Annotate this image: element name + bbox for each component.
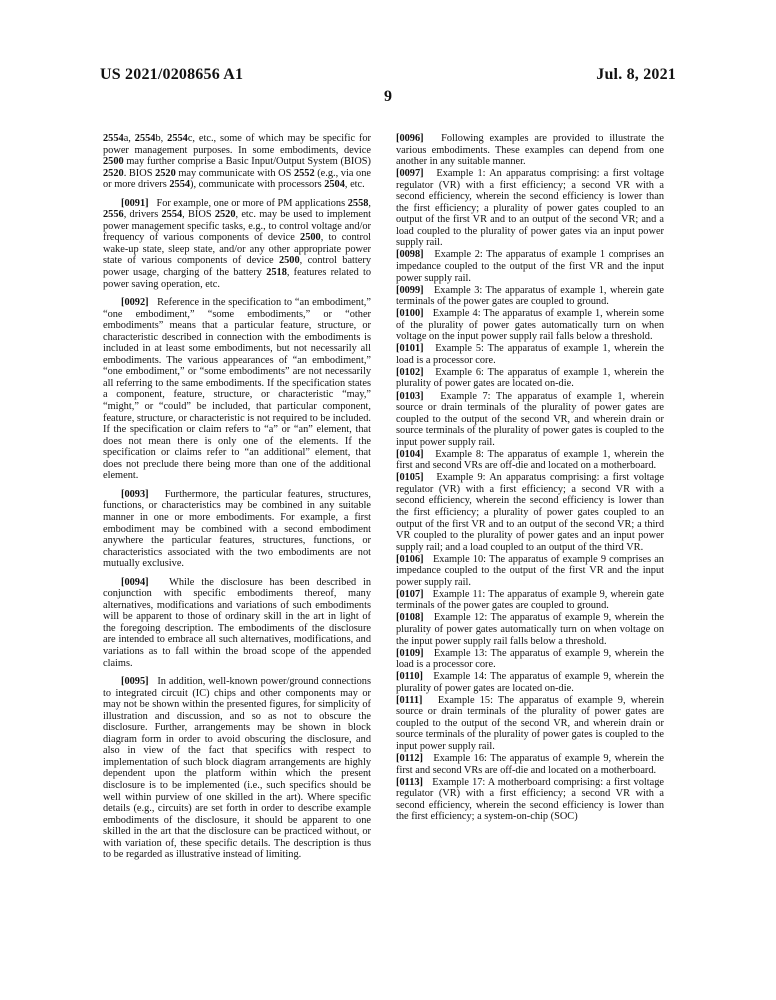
paragraph — [396, 249, 664, 284]
paragraph-number: [0093] — [121, 488, 149, 500]
paragraph-text: For example, one or more of PM applications 2558, 2556, drivers 2554, BIOS 2520, etc. may be used to implement power management specific tasks, e.g., to control voltage and/or frequency of various components of device 2500, to control wake-up state, sleep state, and/or any other appropriate power state of various components of device 2500, control battery power usage, charging of the battery 2518, features related to power saving operation, etc. — [103, 197, 371, 290]
paragraph-number: [0106] — [396, 553, 424, 565]
paragraph-number: [0098] — [396, 249, 424, 261]
paragraph — [396, 612, 664, 647]
paragraph-text: Example 13: The apparatus of example 9, wherein the load is a processor core. — [396, 647, 664, 671]
paragraph-number: [0108] — [396, 612, 424, 624]
paragraph — [396, 472, 664, 553]
paragraph-text: Example 12: The apparatus of example 9, wherein the plurality of power gates automatically turn on when voltage on the input power supply rail falls below a threshold. — [396, 612, 664, 647]
paragraph — [396, 133, 664, 168]
paragraph-number: [0091] — [121, 197, 149, 209]
paragraph-number: [0100] — [396, 308, 424, 320]
paragraph-text: Example 11: The apparatus of example 9, wherein gate terminals of the power gates are coupled to ground. — [396, 588, 664, 612]
paragraph-text: Example 1: An apparatus comprising: a first voltage regulator (VR) with a first efficiency; a second VR with a second efficiency, wherein the second efficiency is lower than the first efficiency; a plurality of power gates coupled to an output of the first VR and to an output of the second VR; and a load coupled to the plurality of power gates via an input power supply rail. — [396, 168, 664, 249]
paragraph-number: [0096] — [396, 133, 424, 144]
paragraph-number: [0113] — [396, 776, 424, 788]
paragraph — [103, 676, 371, 861]
paragraph-number: [0101] — [396, 343, 424, 355]
paragraph-number: [0110] — [396, 671, 424, 683]
paragraph — [396, 343, 664, 366]
paragraph — [396, 648, 664, 671]
paragraph-text: Example 8: The apparatus of example 1, wherein the first and second VRs are off-die and located on a motherboard. — [396, 448, 664, 472]
publication-date: Jul. 8, 2021 — [596, 66, 676, 83]
paragraph-number: [0102] — [396, 366, 424, 378]
paragraph — [103, 489, 371, 570]
paragraph-text: Example 2: The apparatus of example 1 comprises an impedance coupled to the output of the first VR and the input power supply rail. — [396, 249, 664, 284]
paragraph — [396, 777, 664, 823]
paragraph — [396, 367, 664, 390]
paragraph-text: Example 5: The apparatus of example 1, wherein the load is a processor core. — [396, 343, 664, 366]
paragraph-number: [0095] — [121, 676, 149, 688]
paragraph-number: [0105] — [396, 472, 424, 484]
paragraph-text: Example 9: An apparatus comprising: a first voltage regulator (VR) with a first efficiency; a second VR with a second efficiency, wherein the second efficiency is lower than the first efficiency; a plurality of power gates coupled to an output of the first VR and to an output of the second VR; a third VR coupled to the plurality of power gates and an input power supply rail; and a load coupled to an output of the third VR. — [396, 472, 664, 553]
paragraph-text: Example 3: The apparatus of example 1, wherein gate terminals of the power gates are coupled to ground. — [396, 284, 664, 308]
paragraph — [396, 753, 664, 776]
paragraph — [396, 308, 664, 343]
paragraph — [396, 168, 664, 249]
paragraph-text: Following examples are provided to illustrate the various embodiments. These examples can depend from one another in any suitable manner. — [396, 133, 664, 168]
paragraph-text: While the disclosure has been described in conjunction with specific embodiments thereof, many alternatives, modifications and variations of such embodiments will be apparent to those of ordinary skill in the art in light of the foregoing description. The embodiments of the disclosure are intended to embrace all such alternatives, modifications, and variations as to fall within the broad scope of the appended claims. — [103, 576, 371, 669]
paragraph-text: Example 7: The apparatus of example 1, wherein source or drain terminals of the plurality of power gates are coupled to the output of the second VR, and wherein drain or source terminals of the plurality of power gates is coupled to the input power supply rail. — [396, 390, 664, 448]
paragraph — [396, 554, 664, 589]
paragraph — [396, 449, 664, 472]
paragraph-text: Reference in the specification to “an embodiment,” “one embodiment,” “some embodiments,” or “other embodiments” means that a particular feature, structure, or characteristic described in connection with the embodiments is included in at least some embodiments, but not necessarily all embodiments. The various appearances of “an embodiment,” “one embodiment,” or “some embodiments” are not necessarily all referring to the same embodiments. If the specification states a component, feature, structure, or characteristic “may,” “might,” or “could” be included, that particular component, feature, structure, or characteristic is not required to be included. If the specification or claim refers to “a” or “an” element, that does not mean there is only one of the elements. If the specification or claims refer to “an additional” element, that does not preclude there being more than one of the additional element. — [103, 297, 371, 482]
paragraph — [396, 589, 664, 612]
publication-number: US 2021/0208656 A1 — [100, 66, 244, 83]
paragraph-text: Example 6: The apparatus of example 1, wherein the plurality of power gates are located on-die. — [396, 366, 664, 390]
left-column — [103, 133, 371, 868]
paragraph-text: Example 15: The apparatus of example 9, wherein source or drain terminals of the plurality of power gates are coupled to the output of the second VR, and wherein drain or source terminals of the plurality of power gates is coupled to the input power supply rail. — [396, 694, 664, 752]
paragraph-number: [0109] — [396, 647, 424, 659]
paragraph — [103, 198, 371, 290]
paragraph-number: [0111] — [396, 694, 423, 706]
paragraph-number: [0104] — [396, 448, 424, 460]
paragraph-text: Example 16: The apparatus of example 9, wherein the first and second VRs are off-die and located on a motherboard. — [396, 752, 665, 776]
paragraph-number: [0092] — [121, 297, 149, 309]
paragraph — [103, 577, 371, 669]
right-column — [396, 133, 664, 823]
paragraph-number: [0107] — [396, 588, 424, 600]
paragraph-text: Example 4: The apparatus of example 1, wherein some of the plurality of power gates automatically turn on when voltage on the input power supply rail falls below a threshold. — [396, 308, 664, 343]
paragraph — [396, 671, 664, 694]
paragraph-number: [0099] — [396, 284, 424, 296]
paragraph-text: 2554a, 2554b, 2554c, etc., some of which may be specific for power management purposes. In some embodiments, device 2500 may further comprise a Basic Input/Output System (BIOS) 2520. BIOS 2520 may communicate with OS 2552 (e.g., via one or more drivers 2554), communicate with processors 2504, etc. — [103, 133, 372, 191]
paragraph — [396, 391, 664, 449]
paragraph-number: [0094] — [121, 576, 149, 588]
paragraph-text: Furthermore, the particular features, structures, functions, or characteristics may be combined in any suitable manner in one or more embodiments. For example, a first embodiment may be combined with a second embodiment anywhere the particular features, structures, functions, or characteristics associated with the two embodiments are not mutually exclusive. — [103, 488, 371, 570]
paragraph-text: Example 14: The apparatus of example 9, wherein the plurality of power gates are located on-die. — [396, 671, 665, 694]
paragraph-text: In addition, well-known power/ground connections to integrated circuit (IC) chips and other components may or may not be shown within the presented figures, for simplicity of illustration and discussion, and so as not to obscure the disclosure. Further, arrangements may be shown in block diagram form in order to avoid obscuring the disclosure, and also in view of the fact that specifics with respect to implementation of such block diagram arrangements are highly dependent upon the platform within which the present disclosure is to be implemented (i.e., such specifics should be well within purview of one skilled in the art). Where specific details (e.g., circuits) are set forth in order to describe example embodiments of the disclosure, it should be apparent to one skilled in the art that the disclosure can be practiced without, or with variation of, these specific details. The description is thus to be regarded as illustrative instead of limiting. — [103, 676, 371, 861]
paragraph — [103, 297, 371, 482]
paragraph-text: Example 10: The apparatus of example 9 comprises an impedance coupled to the output of the first VR and the input power supply rail. — [396, 553, 664, 588]
page-number: 9 — [384, 88, 392, 105]
paragraph — [396, 695, 664, 753]
paragraph-text: Example 17: A motherboard comprising: a first voltage regulator (VR) with a first efficiency; a second VR with a second efficiency, wherein the second efficiency is lower than the first efficiency; a system-on-chip (SOC) — [396, 776, 664, 823]
paragraph — [396, 285, 664, 308]
paragraph — [103, 133, 371, 191]
paragraph-number: [0097] — [396, 168, 424, 180]
paragraph-number: [0112] — [396, 752, 424, 764]
paragraph-number: [0103] — [396, 390, 424, 402]
